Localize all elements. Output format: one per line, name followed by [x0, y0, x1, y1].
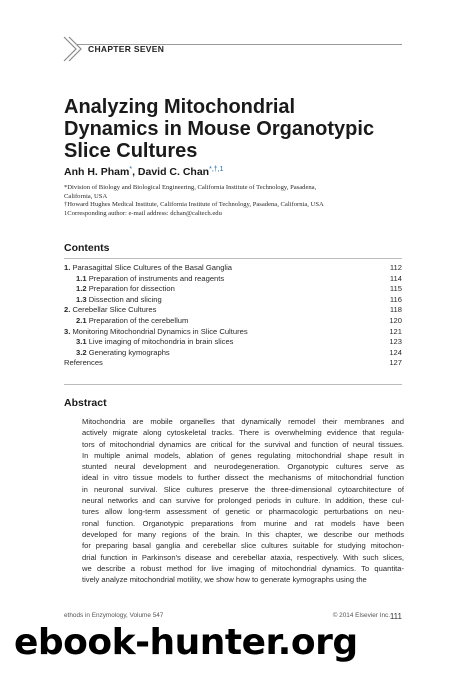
toc-number: 3.2: [76, 347, 87, 357]
toc-text: Live imaging of mitochondria in brain slices: [88, 337, 234, 347]
abstract-line: we describe a robust method for live imaging of mitochondrial dynamics. To quantita-: [82, 563, 404, 573]
toc-page: 112: [389, 263, 402, 272]
toc-text: Preparation of the cerebellum: [88, 315, 189, 325]
abstract-line: actively migrate along cytoskeletal tracks. There is overwhelming evidence that regula-: [82, 428, 404, 438]
affiliation-line: *Division of Biology and Biological Engineering, California Institute of Technology, Pasadena,: [64, 184, 317, 191]
toc-entry[interactable]: [64, 284, 402, 295]
toc-number: 1.3: [76, 294, 87, 304]
toc-entry[interactable]: [64, 263, 402, 274]
abstract-line: tors of mitochondrial dynamics are critical for the survival and function of neural tissues.: [82, 439, 404, 449]
abstract-line: in neuronal survival. Slice cultures preserve the three-dimensional cytoarchitecture of: [82, 484, 404, 494]
toc-text: Preparation of instruments and reagents: [88, 273, 225, 283]
toc-text: Monitoring Mitochondrial Dynamics in Slice Cultures: [72, 326, 248, 336]
title-line: Dynamics in Mouse Organotypic: [64, 118, 375, 140]
toc-page: 124: [389, 347, 402, 357]
toc-number: 2.1: [76, 315, 87, 325]
toc-number: 1.2: [76, 284, 87, 294]
authors: [64, 166, 224, 178]
toc-page: 118: [389, 305, 402, 315]
footer-journal: ethods in Enzymology, Volume 547: [64, 612, 164, 619]
toc-number: 3.: [64, 326, 71, 336]
affiliations: [64, 184, 404, 218]
toc-text: Parasagittal Slice Cultures of the Basal Ganglia: [72, 263, 233, 272]
toc-text: Cerebellar Slice Cultures: [72, 305, 157, 315]
table-of-contents: [64, 263, 402, 369]
abstract-line: ideal in vitro tissue models to further dissect the mechanisms of mitochondrial function: [82, 473, 404, 483]
toc-entry[interactable]: [64, 295, 402, 306]
toc-number: 1.: [64, 263, 71, 272]
page-number: 111: [389, 612, 402, 621]
toc-number: 1.1: [76, 273, 87, 283]
contents-heading: Contents: [64, 242, 110, 254]
abstract-line: stunted neural development and neurodegeneration. Organotypic cultures serve as: [82, 462, 404, 472]
toc-entry[interactable]: [64, 305, 402, 316]
abstract-line: In multiple animal models, ablation of genes regulating mitochondrial shape result in: [82, 450, 404, 460]
author-name[interactable]: David C. Chan: [137, 166, 210, 178]
toc-page: 123: [389, 337, 402, 347]
toc-entry[interactable]: [64, 274, 402, 285]
toc-number: 3.1: [76, 337, 87, 347]
chapter-header: [62, 36, 402, 62]
abstract-line: drial function in Parkinson's disease and cerebellar ataxia, respectively. With such slices,: [82, 552, 404, 562]
corresponding-author-line: 1Corresponding author: e-mail address: dchan@caltech.edu: [64, 209, 222, 217]
toc-text: Generating kymographs: [88, 347, 170, 357]
toc-page: 115: [389, 284, 402, 294]
footer-copyright: © 2014 Elsevier Inc.: [332, 612, 390, 619]
title-line: Analyzing Mitochondrial: [64, 96, 296, 118]
abstract-line: ronal function. Organotypic preparations from murine and rat models have been: [82, 518, 404, 528]
abstract-line: Mitochondria are mobile organelles that dynamically remodel their membranes and: [82, 417, 404, 426]
toc-entry[interactable]: [64, 316, 402, 327]
chapter-label: CHAPTER SEVEN: [88, 44, 165, 54]
contents-rule-top: [64, 258, 402, 259]
abstract-line: tures allow long-term assessment of genetic or pharmacologic perturbations on neu-: [82, 507, 404, 517]
toc-entry[interactable]: [64, 348, 402, 359]
toc-page: 127: [389, 358, 402, 368]
abstract-line: developed for many regions of the brain. In this chapter, we describe our methods: [82, 529, 404, 539]
abstract-line: neural networks and can survive for prolonged periods in culture. In addition, these cul-: [82, 496, 404, 506]
abstract-line: tively analyze mitochondrial motility, we show how to generate kymographs using the: [82, 575, 367, 585]
affiliation-line: California, USA: [64, 192, 108, 200]
toc-page: 114: [389, 273, 402, 283]
author-marks[interactable]: *: [129, 166, 133, 173]
toc-entry[interactable]: [64, 358, 402, 369]
toc-page: 116: [389, 294, 402, 304]
toc-number: 2.: [64, 305, 71, 315]
author-separator: ,: [132, 166, 138, 178]
affiliation-line: †Howard Hughes Medical Institute, California Institute of Technology, Pasadena, California, USA: [64, 201, 324, 209]
author-marks[interactable]: *,†,1: [209, 166, 224, 173]
title-line: Slice Cultures: [64, 140, 198, 162]
toc-page: 120: [389, 315, 402, 325]
abstract-line: for preparing basal ganglia and cerebellar slice cultures suitable for studying mitochon-: [82, 541, 404, 551]
chapter-chevron-icon: [62, 36, 84, 62]
author-name[interactable]: Anh H. Pham: [64, 166, 130, 178]
contents-rule-bottom: [64, 384, 402, 385]
toc-entry[interactable]: [64, 327, 402, 338]
watermark: ebook-hunter.org: [14, 622, 358, 663]
abstract-body: [82, 416, 404, 585]
toc-page: 121: [389, 326, 402, 336]
abstract-heading: Abstract: [64, 397, 107, 409]
chapter-title: [64, 96, 394, 162]
toc-text: References: [64, 358, 103, 368]
toc-text: Preparation for dissection: [88, 284, 175, 294]
toc-entry[interactable]: [64, 337, 402, 348]
toc-text: Dissection and slicing: [88, 294, 162, 304]
